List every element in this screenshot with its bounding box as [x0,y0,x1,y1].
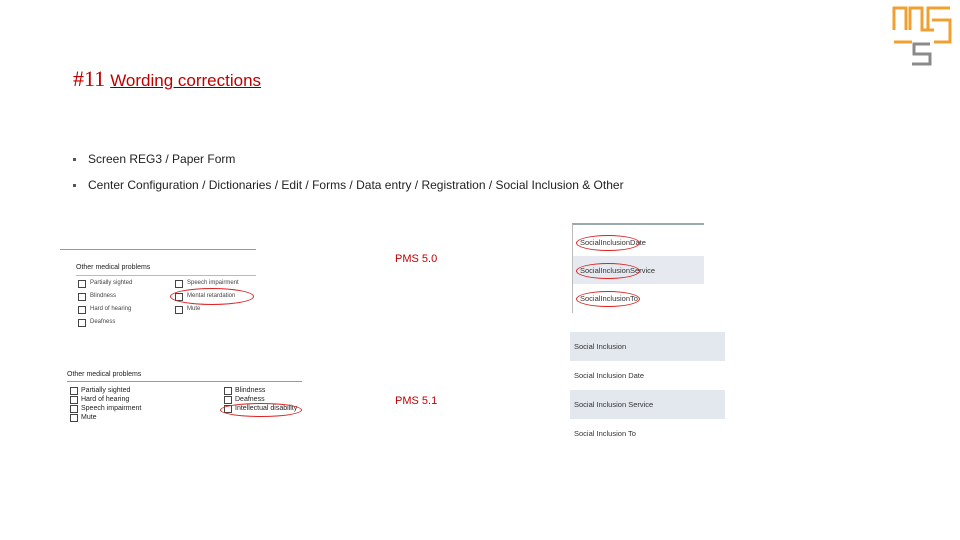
highlight-ellipse [170,288,254,305]
list-item: Social Inclusion [570,332,725,361]
list-item: SocialInclusionTo [580,293,638,303]
checkbox[interactable] [78,319,86,327]
list-item: Social Inclusion Service [570,390,725,419]
social-inclusion-51 [570,332,725,448]
highlight-ellipse [576,263,640,279]
highlight-ellipse [576,291,640,307]
checkbox[interactable] [70,387,78,395]
form-header: Other medical problems [67,371,142,378]
checkbox[interactable] [224,396,232,404]
checkbox-label: Intellectual disability [235,405,298,412]
checkbox-label: Mental retardation [187,293,236,299]
list-item: SocialInclusionDate [580,237,646,247]
pms-logo [888,0,954,68]
checkbox-label: Hard of hearing [90,306,132,312]
checkbox[interactable] [224,387,232,395]
checkbox[interactable] [78,280,86,288]
highlight-ellipse [576,235,640,251]
form-snippet-50 [60,249,256,342]
checkbox-label: Mute [187,306,201,312]
checkbox-label: Blindness [90,293,117,299]
checkbox[interactable] [70,396,78,404]
checkbox[interactable] [70,414,78,422]
divider [67,381,302,382]
checkbox-label: Deafness [90,319,116,325]
list-item: Social Inclusion To [574,429,636,438]
bullet-item: Screen REG3 / Paper Form [73,146,624,172]
checkbox-label: Partially sighted [90,280,133,286]
bullet-dot-icon [73,158,76,161]
highlight-ellipse [220,403,302,417]
bullet-list [73,146,624,198]
checkbox-label: Speech impairment [81,405,142,412]
checkbox-label: Speech impairment [187,280,239,286]
form-snippet-51 [62,364,304,428]
checkbox-label: Mute [81,414,97,421]
label-pms-51: PMS 5.1 [395,395,438,407]
list-item: Social Inclusion Date [574,371,645,380]
bullet-dot-icon [73,184,76,187]
list-item: SocialInclusionService [573,256,704,284]
bullet-item: Center Configuration / Dictionaries / Edit / Forms / Data entry / Registration / Social Inclusion & Other [73,172,624,198]
divider [76,275,256,276]
checkbox[interactable] [70,405,78,413]
checkbox[interactable] [78,293,86,301]
checkbox-label: Partially sighted [81,387,131,394]
slide-title [73,66,261,92]
checkbox[interactable] [78,306,86,314]
title-text: Wording corrections [110,71,262,90]
checkbox[interactable] [175,306,183,314]
checkbox[interactable] [175,280,183,288]
checkbox-label: Deafness [235,396,265,403]
label-pms-50: PMS 5.0 [395,253,438,265]
social-inclusion-50 [572,223,704,313]
form-header: Other medical problems [76,264,151,271]
checkbox-label: Hard of hearing [81,396,130,403]
title-number: #11 [73,66,106,91]
checkbox-label: Blindness [235,387,266,394]
